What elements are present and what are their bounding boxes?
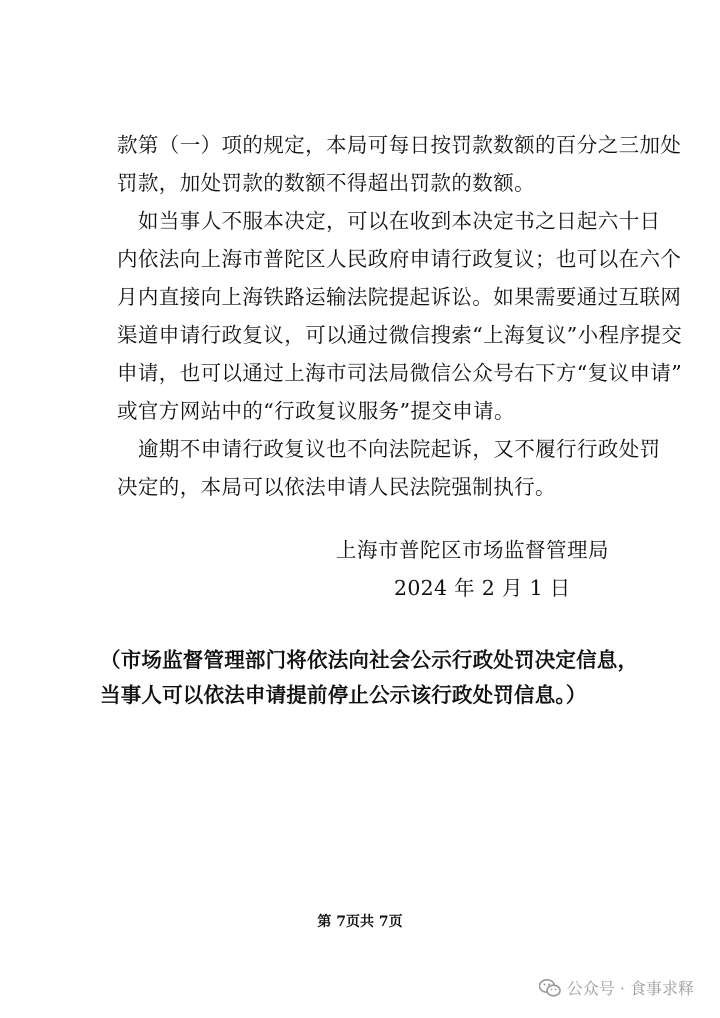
watermark	[539, 976, 694, 999]
body-line: 逾期不申请行政复议也不向法院起诉，又不履行行政处罚	[138, 437, 661, 461]
body-line: 如当事人不服本决定，可以在收到本决定书之日起六十日	[138, 209, 661, 233]
body-line: 罚款，加处罚款的数额不得超出罚款的数额。	[117, 171, 535, 195]
notice-line: （市场监督管理部门将依法向社会公示行政处罚决定信息，	[100, 648, 639, 672]
signature-date: 2024 年 2 月 1 日	[394, 576, 571, 600]
body-line: 款第（一）项的规定，本局可每日按罚款数额的百分之三加处	[117, 133, 682, 157]
body-line: 月内直接向上海铁路运输法院提起诉讼。如果需要通过互联网	[117, 285, 682, 309]
body-line: 渠道申请行政复议，可以通过微信搜索“上海复议”小程序提交	[117, 323, 683, 347]
body-line: 或官方网站中的“行政复议服务”提交申请。	[117, 399, 515, 423]
body-line: 内依法向上海市普陀区人民政府申请行政复议；也可以在六个	[117, 247, 682, 271]
body-line: 决定的，本局可以依法申请人民法院强制执行。	[117, 475, 556, 499]
signature-organization: 上海市普陀区市场监督管理局	[336, 538, 609, 562]
body-line: 申请，也可以通过上海市司法局微信公众号右下方“复议申请”	[117, 361, 683, 385]
notice-line: 当事人可以依法申请提前停止公示该行政处罚信息。）	[100, 683, 587, 707]
wechat-icon	[539, 979, 561, 997]
page-number: 第 7页共 7页	[317, 914, 403, 930]
watermark-text: 公众号 · 食事求释	[566, 979, 694, 998]
